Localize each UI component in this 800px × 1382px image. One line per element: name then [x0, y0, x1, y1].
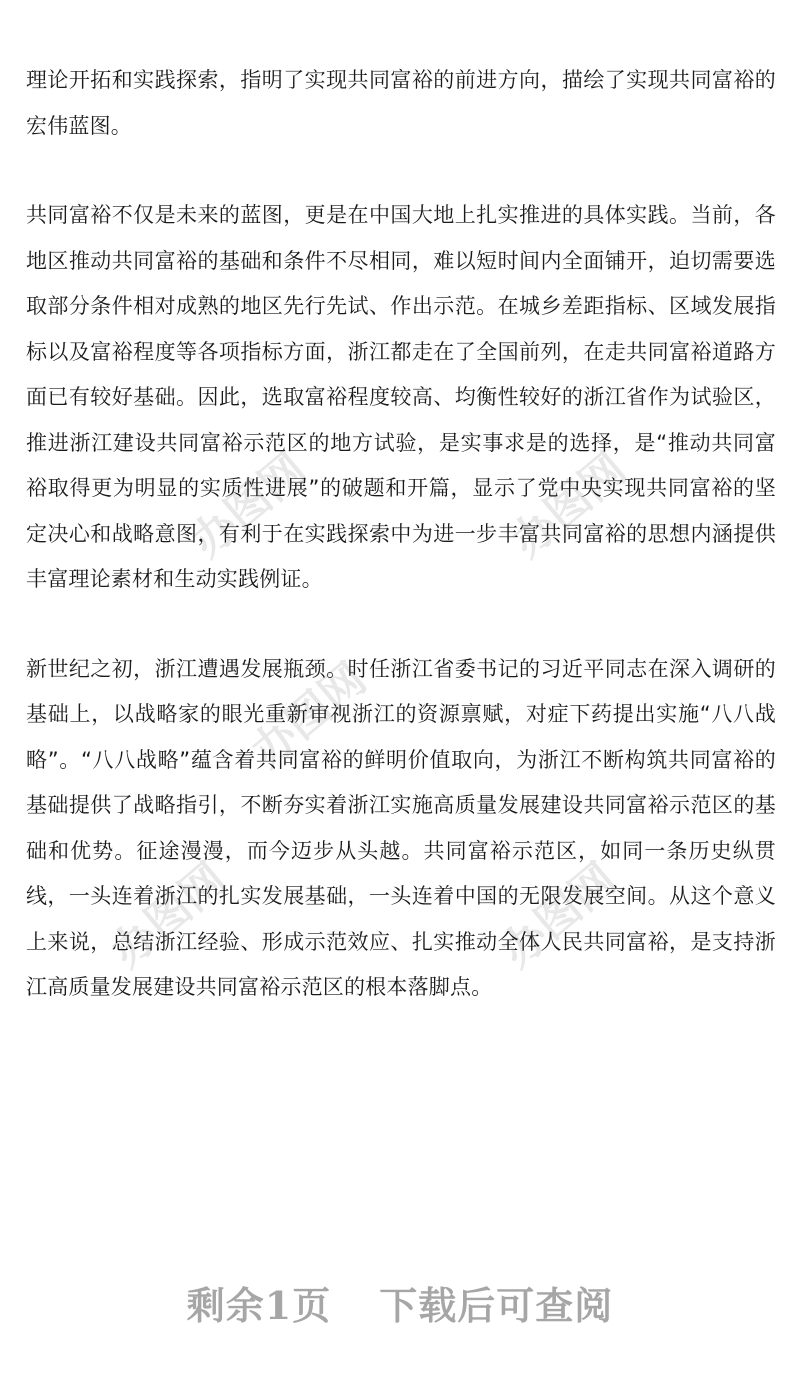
download-prompt-banner[interactable] [0, 1275, 800, 1330]
paragraph: 理论开拓和实践探索，指明了实现共同富裕的前进方向，描绘了实现共同富裕的宏伟蓝图。 [26, 68, 776, 138]
remaining-pages-label: 剩余1页 [186, 1283, 332, 1328]
watermark-logo: 办图网 [241, 653, 376, 778]
watermark-logo: 办图网 [181, 443, 316, 568]
watermark-logo: 办图网 [501, 443, 636, 568]
watermark-logo: 办图网 [101, 853, 236, 978]
watermark-logo: 办图网 [491, 853, 626, 978]
paragraph: 共同富裕不仅是未来的蓝图，更是在中国大地上扎实推进的具体实践。当前，各地区推动共同富裕的基础和条件不尽相同，难以短时间内全面铺开，迫切需要选取部分条件相对成熟的地区先行先试、作出示范。在城乡差距指标、区域发展指标以及富裕程度等各项指标方面，浙江都走在了全国前列，在走共同富裕道路方面已有较好基础。因此，选取富裕程度较高、均衡性较好的浙江省作为试验区，推进浙江建设共同富裕示范区的地方试验，是实事求是的选择，是“推动共同富裕取得更为明显的实质性进展”的破题和开篇，显示了党中央实现共同富裕的坚定决心和战略意图，有利于在实践探索中为进一步丰富共同富裕的思想内涵提供丰富理论素材和生动实践例证。 [26, 203, 776, 591]
document-body [26, 58, 776, 1055]
paragraph: 新世纪之初，浙江遭遇发展瓶颈。时任浙江省委书记的习近平同志在深入调研的基础上，以战略家的眼光重新审视浙江的资源禀赋，对症下药提出实施“八八战略”。“八八战略”蕴含着共同富裕的鲜明价值取向，为浙江不断构筑共同富裕的基础提供了战略指引，不断夯实着浙江实施高质量发展建设共同富裕示范区的基础和优势。征途漫漫，而今迈步从头越。共同富裕示范区，如同一条历史纵贯线，一头连着浙江的扎实发展基础，一头连着中国的无限发展空间。从这个意义上来说，总结浙江经验、形成示范效应、扎实推动全体人民共同富裕，是支持浙江高质量发展建设共同富裕示范区的根本落脚点。 [26, 656, 776, 999]
download-to-view-label: 下载后可查阅 [379, 1283, 614, 1328]
